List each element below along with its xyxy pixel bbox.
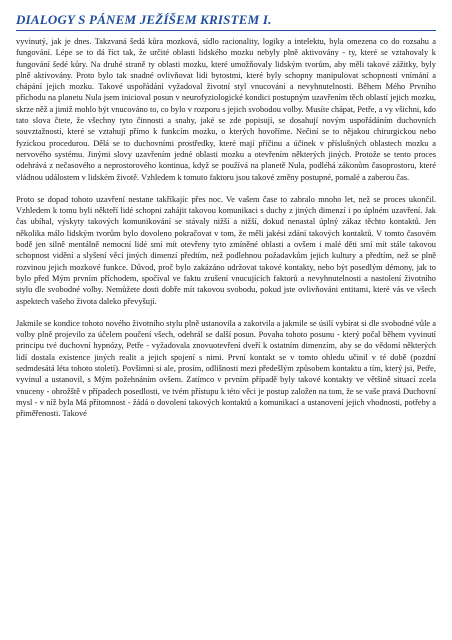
header-divider — [16, 30, 436, 31]
paragraph: vyvinutý, jak je dnes. Takzvaná šedá kůra mozková, sídlo racionality, logiky a intelektu, byla omezena co do rozsahu a fungování. Lépe se to dá říct tak, že určité oblasti lidského mozku nebyly plně aktivovány - ty, které se vztahovaly k fungování šedé kůry. Na druhé straně ty oblasti mozku, které umožňovaly lidským tvorům, aby měli takové zážitky, byly plně aktivovány. Proto bylo tak snadné ovlivňovat lidi bytostmi, které byly schopny manipulovat schopnosti vnímání a chápání jejich mozku. Takové uspořádání vyžadoval životní styl vnucování a nevyhnutelnosti. Během Mého Prvního příchodu na planetu Nula jsem inicioval posun v neurofyziologické kondici postupným uzavřením těch oblastí jejich mozku, skrze něž a jimiž mohlo být vnucováno to, co bylo v rozporu s jejich svobodou volby. Musíte chápat, Petře, a vy všichni, kdo tato slova čtete, že všechny tyto činnosti a snahy, jaké se zde popisují, se dosahují novým uspořádáním duchovních souvztažností, které se vztahují přímo k funkcím mozku, o kterých hovoříme. Nečiní se to nějakou chirurgickou nebo fyzickou procedurou. Dělá se to duchovními prostředky, které mají příčinu a účinek v příslušných oblastech mozku a nervového systému. Jinými slovy uzavřením jedné oblasti mozku a otevřením některých jiných. Protože se tento proces odehrává z nečasového a neprostorového kontinua, když se používá na planetě Nula, podléhá zákonům časoprostoru, které vládnou událostem v lidském životě. Vzhledem k tomuto faktoru jsou takové změny postupné, pomalé a zaberou čas. — [16, 37, 436, 182]
body-text — [16, 36, 436, 431]
paragraph: Jakmile se kondice tohoto nového životního stylu plně ustanovila a zakotvila a jakmile se úsilí vybírat si dle svobodné vůle a volby plně projevilo za účelem poučení všech, odehrál se další posun. Povaha tohoto posunu - který počal během vyvinutí principu tvé duchovní hypnózy, Petře - vyžadovala znovuotevření dveří k ostatním dimenzím, aby se do vědomí některých lidí dostala existence jiných realit a jejich spojení s nimi. První kontakt se v tomto ohledu učinil v té době (pozdní sedmdesátá léta tohoto století). Povšimni si ale, prosím, odlišnosti mezi předešlým způsobem kontaktu a tím, který jsi, Petře, vyvinul a ustanovil, s Mým požehnáním ovšem. Zatímco v prvním případě byly takové kontakty ve většině situací zcela vnuceny - ohrožště v případech posedlosti, ve tvém přístupu k této věci je postup založen na tom, že se vaše pravá Duchovní mysl - v níž byla Má přítomnost - žádá o dovolení takových kontaktů a komunikací a ustanovení jejich vhodnosti, potřeby a přiměřenosti. Takové — [16, 318, 436, 419]
paragraph: Proto se dopad tohoto uzavření nestane takříkajíc přes noc. Ve vašem čase to zabralo mnoho let, než se proces ukončil. Vzhledem k tomu byli někteří lidé schopni zahájit takovou komunikaci s duchy z jiných dimenzí i po úplném uzavření. Jak čas ubíhal, výskyty takových komunikování se stávaly nižší a nižší, dokud nenastal úplný zákaz těchto kontaktů. Jen několika málo lidským tvorům bylo dovoleno pokračovat v tom, že měli jakési zdání takových kontaktů. V tomto časovém bodě jen silně mentálně nemocní lidé smí mít otevřeny tyto zmíněné oblasti a ovšem i malé děti smí mít stále takovou schopnost vidění a slyšení věcí jiných dimenzí předtím, než podlehnou požadavkům jejich kultury a předtím, než se plně rozvinou jejich mozkové funkce. Důvod, proč bylo zakázáno udržovat takové kontakty, nebo být posedlým démony, jak to bylo před Mým prvním příchodem, spočíval ve faktu zrušení vnucujících faktorů a nevyhnutelnosti a nastolení životního stylu dle svobodné volby. Nemůžete dosti dobře mít takovou svobodu, pokud jste ovlivňováni entitami, které vás ve všech aspektech vašeho života daleko převyšují. — [16, 194, 436, 306]
page-header — [16, 12, 436, 31]
page-title: DIALOGY S PÁNEM JEŽÍŠEM KRISTEM I. — [16, 12, 272, 27]
